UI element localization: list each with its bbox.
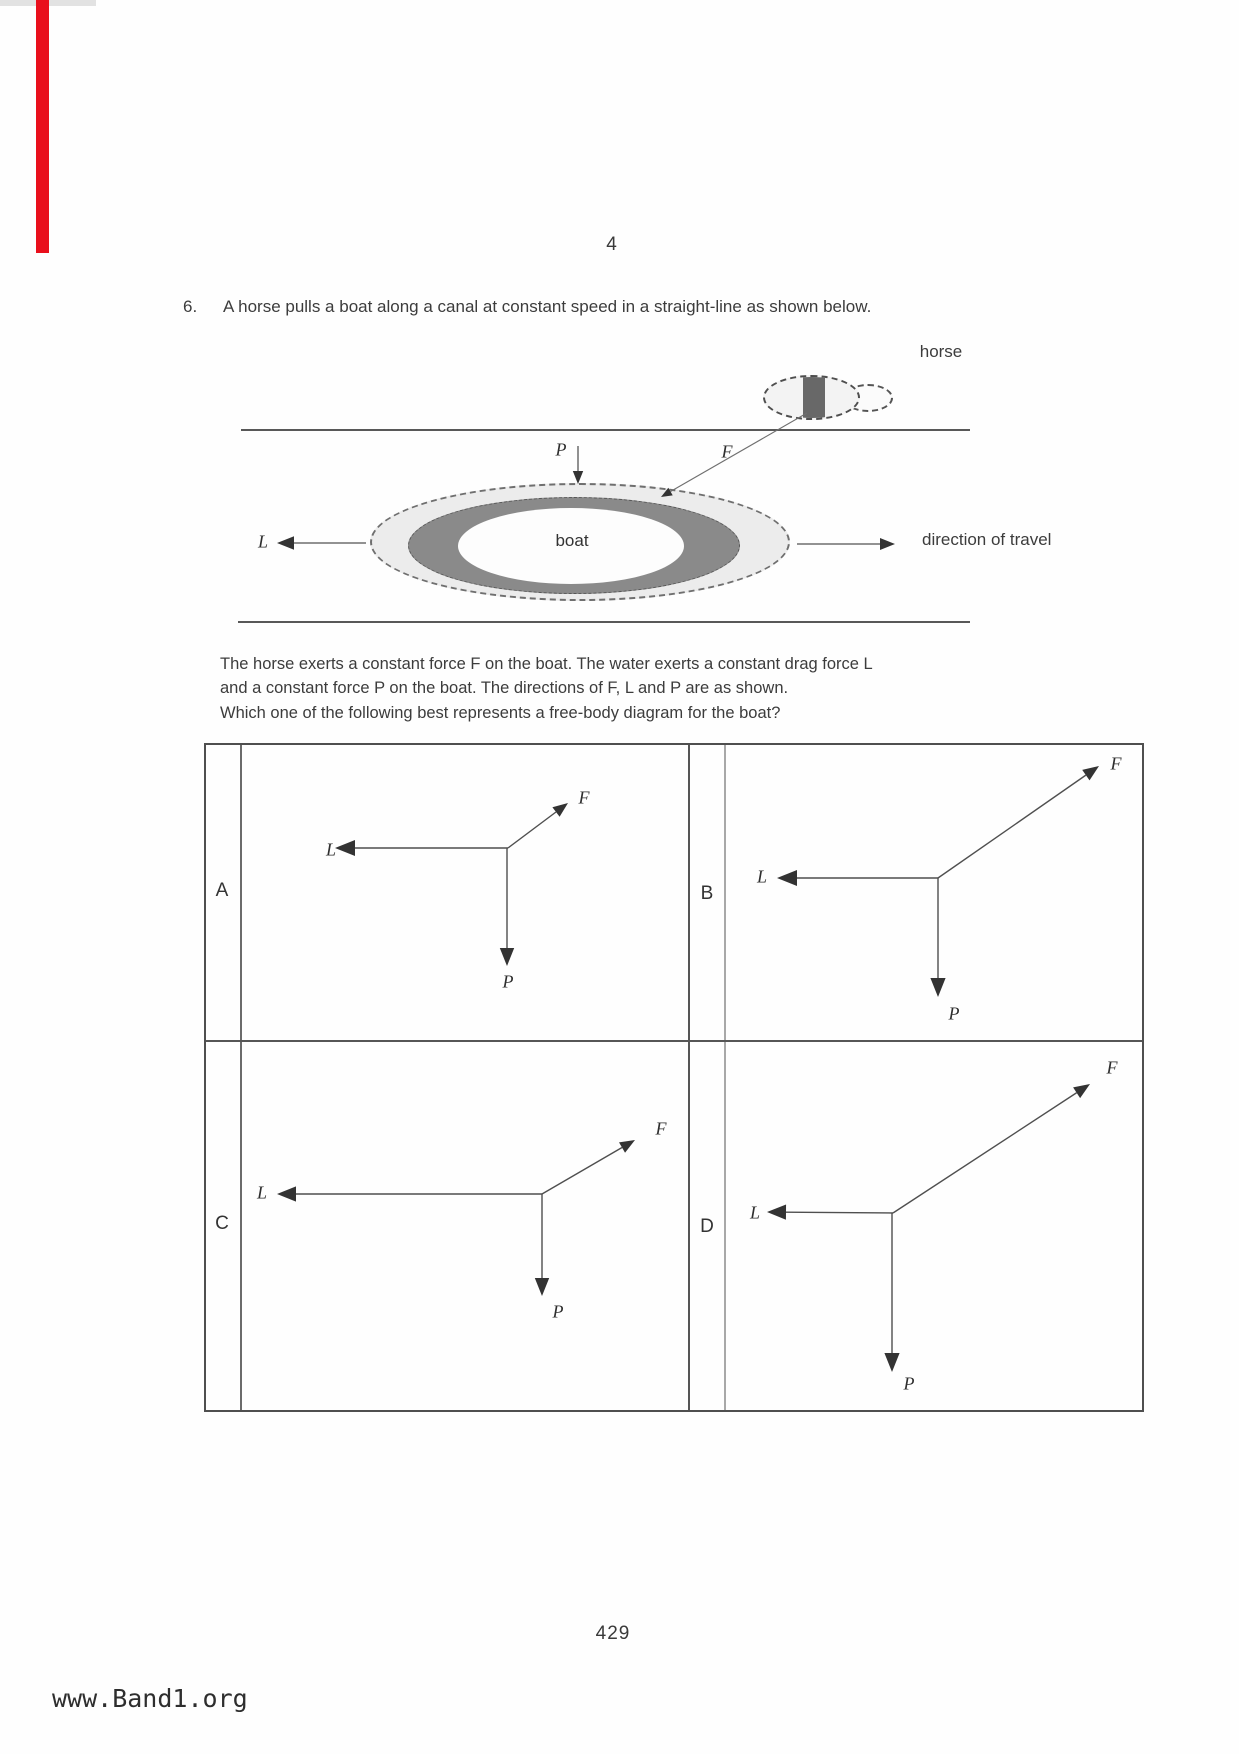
force-label-B-L: L [756,866,768,887]
scene-P-arrow-head [573,471,583,484]
question-number: 6. [183,297,198,316]
force-label-scene-F: F [721,441,733,462]
force-label-C-P: P [552,1301,564,1322]
option-label-B: B [700,883,714,904]
option-label-C: C [215,1213,229,1234]
horse-label: horse [919,342,963,361]
paragraph-line-2: and a constant force P on the boat. The directions of F, L and P are as shown. [220,679,789,698]
force-label-B-F: F [1110,753,1122,774]
D-L-arrow-line [786,1212,893,1213]
A-P-arrow-head [500,948,514,966]
C-F-arrow-head [619,1140,635,1153]
A-F-arrow-head [552,803,568,817]
force-label-D-F: F [1106,1057,1118,1078]
B-F-arrow-line [938,775,1086,878]
force-label-A-L: L [325,839,337,860]
C-P-arrow-head [535,1278,549,1296]
force-label-D-P: P [903,1373,915,1394]
A-L-arrow-head [335,840,355,856]
B-L-arrow-head [777,870,797,886]
D-F-arrow-line [893,1093,1077,1213]
boat-label: boat [555,531,589,550]
force-label-D-L: L [749,1202,761,1223]
force-label-C-L: L [256,1182,268,1203]
A-F-arrow-line [508,812,556,848]
page-number-top: 4 [606,234,618,255]
B-P-arrow-head [930,978,945,997]
force-label-scene-P: P [555,439,567,460]
C-L-arrow-head [277,1186,296,1201]
paragraph-line-3: Which one of the following best represents a free-body diagram for the boat? [220,703,781,722]
paragraph-line-1: The horse exerts a constant force F on the boat. The water exerts a constant drag force L [220,655,873,673]
scene-L-arrow-head [277,536,294,550]
D-P-arrow-head [884,1353,899,1372]
force-label-C-F: F [655,1118,667,1139]
page-number-bottom: 429 [595,1623,631,1644]
question-text: A horse pulls a boat along a canal at constant speed in a straight-line as shown below. [223,297,872,316]
force-label-A-P: P [502,971,514,992]
force-label-B-P: P [948,1003,960,1024]
scene-F-rope-line [671,413,807,492]
option-label-D: D [700,1216,714,1237]
D-F-arrow-head [1073,1084,1090,1098]
scene-F-rope-head [661,488,673,497]
watermark-url: www.Band1.org [52,1684,248,1713]
D-L-arrow-head [767,1205,786,1220]
scene-direction-arrow-head [880,538,895,550]
force-label-A-F: F [578,787,590,808]
C-F-arrow-line [542,1148,622,1194]
B-F-arrow-head [1082,766,1099,780]
force-label-scene-L: L [257,531,269,552]
option-label-A: A [215,880,229,901]
direction-of-travel-label: direction of travel [922,530,1052,549]
